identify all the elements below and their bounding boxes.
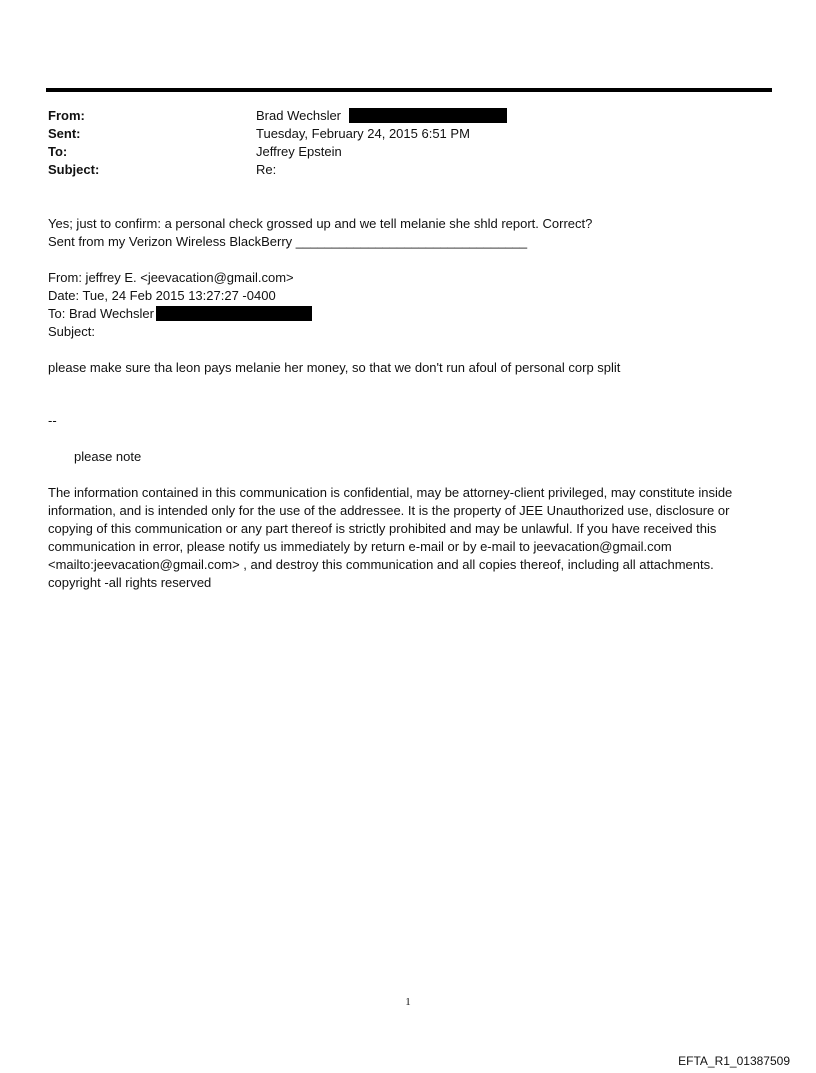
sent-label: Sent: [48,126,81,141]
header-rule [46,88,772,92]
to-value: Jeffrey Epstein [256,144,342,159]
signature-separator: -- [48,413,57,428]
subject-value: Re: [256,162,277,177]
from-label: From: [48,108,85,123]
from-name: Brad Wechsler [256,108,342,123]
subject-label: Subject: [48,162,100,177]
quoted-to [48,305,312,323]
disclaimer-paragraph: The information contained in this communication is confidential, may be attorney-client privileged, may constitute inside information, and is intended only for the use of the addressee. It is the property of JEE Unauthorized use, disclosure or copying of this communication or any part thereof is strictly prohibited and may be unlawful. If you have received this communication in error, please notify us immediately by return e-mail or by e-mail to jeevacation@gmail.com <mailto:jeevacation@gmail.com> , and destroy this communication and all copies thereof, including all attachments. copyright -all rights reserved [48,485,733,590]
please-note: please note [74,449,142,464]
redaction-block [156,306,312,321]
quoted-body: please make sure tha leon pays melanie her money, so that we don't run afoul of personal corp split [48,360,621,375]
from-value [256,107,507,125]
quoted-to-text: To: Brad Wechsler [48,306,154,321]
reply-line-2: Sent from my Verizon Wireless BlackBerry ________________________________ [48,234,528,249]
quoted-date: Date: Tue, 24 Feb 2015 13:27:27 -0400 [48,288,276,303]
reply-line-1: Yes; just to confirm: a personal check grossed up and we tell melanie she shld report. Correct? [48,216,593,231]
quoted-subject: Subject: [48,324,95,339]
sent-value: Tuesday, February 24, 2015 6:51 PM [256,126,470,141]
page-number: 1 [405,996,411,1008]
redaction-block [349,108,507,123]
quoted-from: From: jeffrey E. <jeevacation@gmail.com> [48,270,294,285]
document-id: EFTA_R1_01387509 [678,1054,790,1068]
to-label: To: [48,144,68,159]
